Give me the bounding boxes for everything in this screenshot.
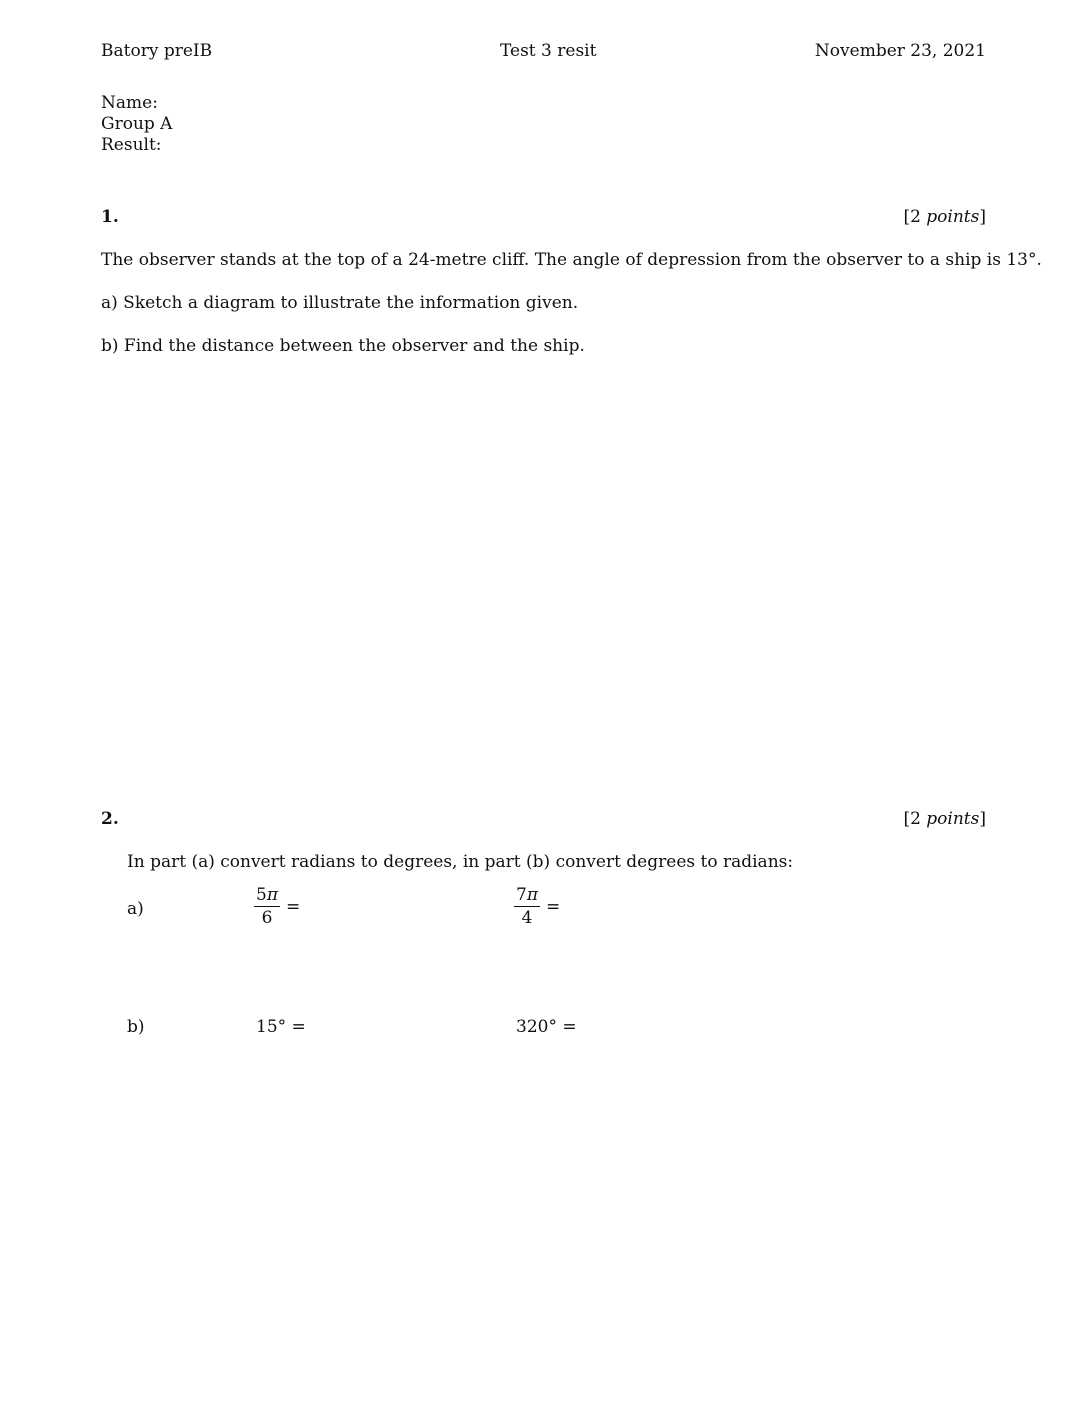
name-label: Name: <box>101 93 158 113</box>
header-date: November 23, 2021 <box>814 41 986 61</box>
points-word: points <box>926 809 980 829</box>
points-close: ] <box>979 809 986 829</box>
equals-sign: = <box>286 896 301 917</box>
question-1-part-b: b) Find the distance between the observer and the ship. <box>101 336 585 356</box>
question-2-points <box>903 809 986 829</box>
result-label: Result: <box>101 135 162 155</box>
question-1-text: The observer stands at the top of a 24-metre cliff. The angle of depression from the observer to a ship is 13°. <box>101 250 1042 270</box>
fraction-numerator <box>254 886 280 907</box>
group-label: Group A <box>101 114 173 134</box>
points-open: [2 <box>903 809 927 829</box>
numerator-coef: 5 <box>256 885 267 905</box>
fraction-denominator: 4 <box>521 908 533 928</box>
pi-symbol: π <box>526 885 539 905</box>
points-word: points <box>926 207 980 227</box>
header-course: Batory preIB <box>101 41 213 61</box>
pi-symbol: π <box>266 885 279 905</box>
question-2-part-b-label: b) <box>127 1017 145 1037</box>
header-test-title: Test 3 resit <box>500 41 597 61</box>
numerator-coef: 7 <box>516 885 527 905</box>
fraction-7pi-over-4 <box>514 886 560 927</box>
question-2-part-a-label: a) <box>127 899 144 919</box>
fraction-5pi-over-6 <box>254 886 300 927</box>
question-2-number: 2. <box>101 809 119 829</box>
fraction <box>254 886 280 927</box>
equals-sign: = <box>546 896 561 917</box>
points-open: [2 <box>903 207 927 227</box>
fraction-denominator: 6 <box>261 908 273 928</box>
degrees-15-expression: 15° = <box>256 1017 306 1037</box>
points-close: ] <box>979 207 986 227</box>
question-1-points <box>903 207 986 227</box>
question-1-part-a: a) Sketch a diagram to illustrate the information given. <box>101 293 579 313</box>
fraction-numerator <box>514 886 540 907</box>
degrees-320-expression: 320° = <box>516 1017 577 1037</box>
question-1-number: 1. <box>101 207 119 227</box>
fraction <box>514 886 540 927</box>
question-2-text: In part (a) convert radians to degrees, in part (b) convert degrees to radians: <box>127 852 794 872</box>
